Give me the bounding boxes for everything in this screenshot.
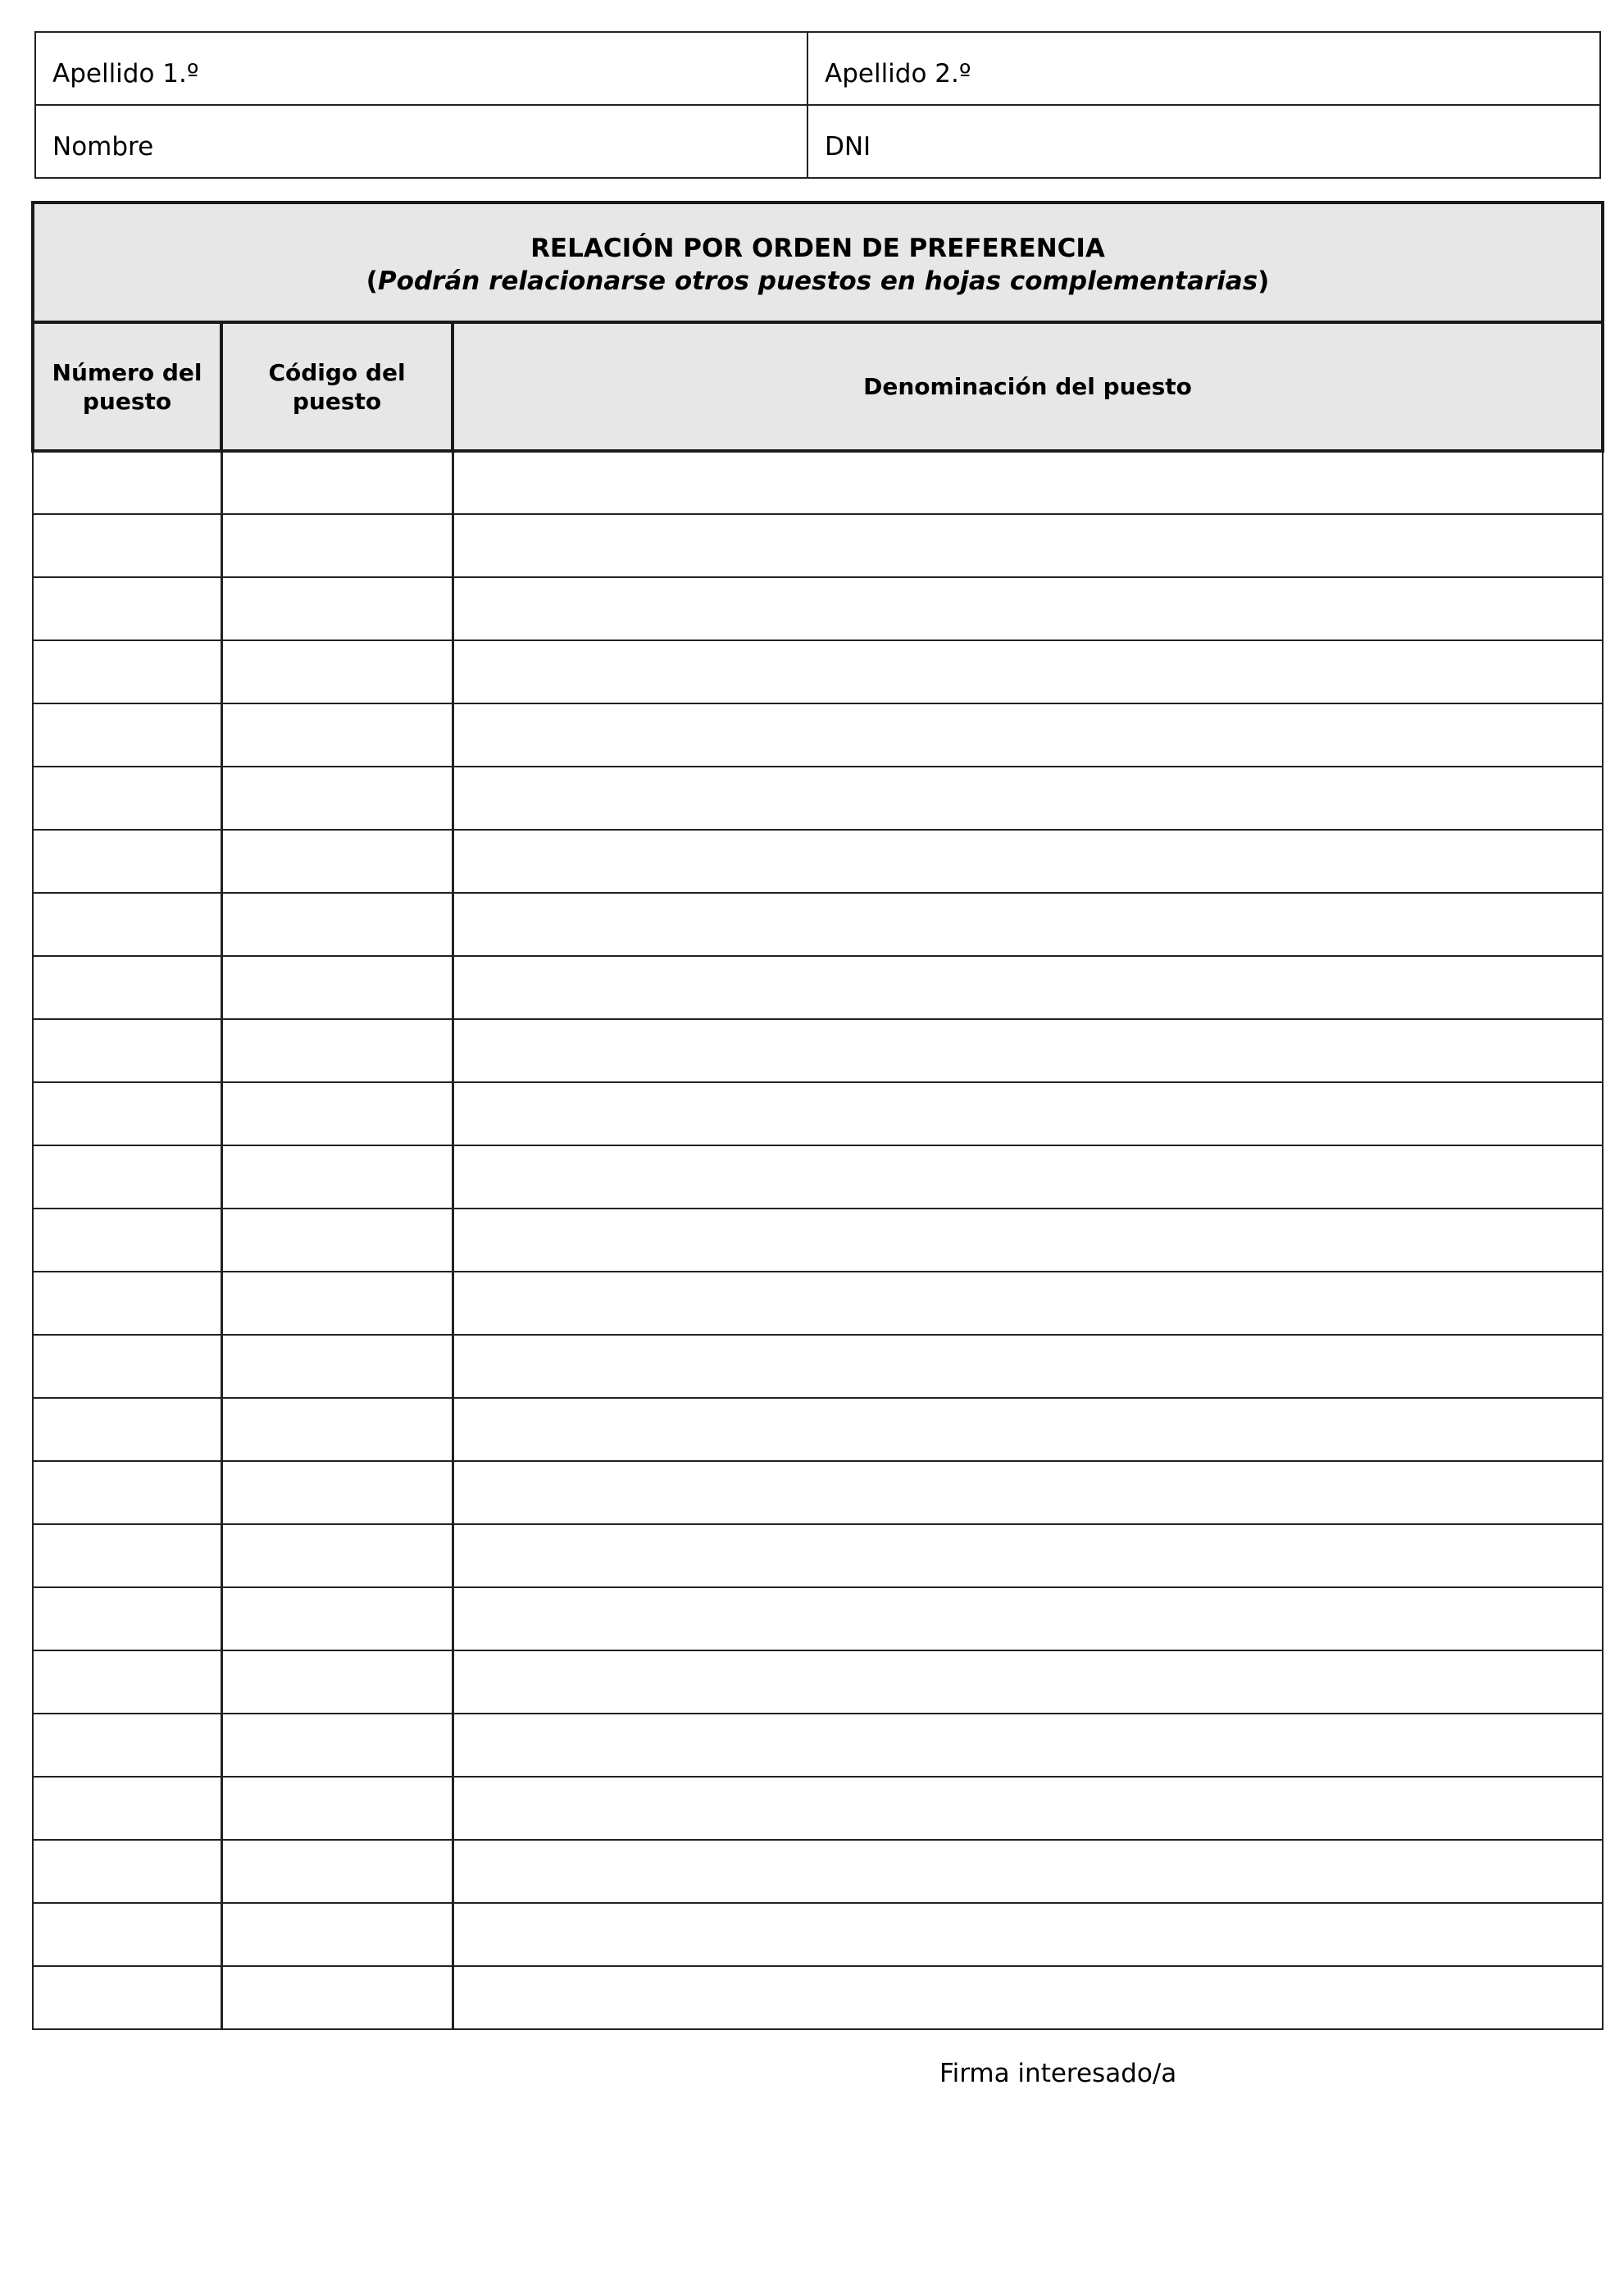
table-row (33, 640, 1603, 703)
position-number-cell[interactable] (33, 514, 221, 577)
personal-data-table (34, 31, 1601, 179)
position-code-cell[interactable] (221, 1335, 453, 1398)
position-number-cell[interactable] (33, 1524, 221, 1587)
position-number-cell[interactable] (33, 893, 221, 956)
table-row (33, 1398, 1603, 1461)
position-name-cell[interactable] (453, 1145, 1603, 1209)
position-name-cell[interactable] (453, 1650, 1603, 1714)
position-name-cell[interactable] (453, 1524, 1603, 1587)
position-number-cell[interactable] (33, 1650, 221, 1714)
position-name-cell[interactable] (453, 577, 1603, 640)
position-number-cell[interactable] (33, 1903, 221, 1966)
preference-rows (33, 451, 1603, 2029)
position-number-cell[interactable] (33, 703, 221, 767)
signature-label: Firma interesado/a (939, 2059, 1177, 2088)
table-row (33, 514, 1603, 577)
position-code-cell[interactable] (221, 1209, 453, 1272)
position-code-cell[interactable] (221, 1524, 453, 1587)
position-code-cell[interactable] (221, 1398, 453, 1461)
position-number-cell[interactable] (33, 1461, 221, 1524)
position-name-cell[interactable] (453, 1335, 1603, 1398)
position-code-cell[interactable] (221, 1966, 453, 2029)
surname1-label: Apellido 1.º (52, 58, 199, 89)
position-code-cell[interactable] (221, 767, 453, 830)
table-row (33, 830, 1603, 893)
id-field[interactable] (807, 105, 1600, 178)
position-name-cell[interactable] (453, 703, 1603, 767)
position-code-cell[interactable] (221, 514, 453, 577)
position-number-cell[interactable] (33, 830, 221, 893)
table-row (33, 1966, 1603, 2029)
table-row (33, 703, 1603, 767)
table-row (33, 1650, 1603, 1714)
position-code-cell[interactable] (221, 577, 453, 640)
position-code-cell[interactable] (221, 1019, 453, 1082)
name-field[interactable] (35, 105, 807, 178)
position-number-cell[interactable] (33, 1019, 221, 1082)
position-name-cell[interactable] (453, 830, 1603, 893)
id-label: DNI (825, 131, 871, 162)
position-number-cell[interactable] (33, 1082, 221, 1145)
table-row (33, 956, 1603, 1019)
position-code-cell[interactable] (221, 956, 453, 1019)
position-code-cell[interactable] (221, 1082, 453, 1145)
table-row (33, 1209, 1603, 1272)
position-code-cell[interactable] (221, 1714, 453, 1777)
position-name-cell[interactable] (453, 1398, 1603, 1461)
preference-table (31, 201, 1604, 2030)
position-number-cell[interactable] (33, 1966, 221, 2029)
position-number-cell[interactable] (33, 767, 221, 830)
position-number-cell[interactable] (33, 1714, 221, 1777)
position-number-cell[interactable] (33, 451, 221, 514)
position-code-cell[interactable] (221, 451, 453, 514)
position-code-cell[interactable] (221, 1145, 453, 1209)
position-name-cell[interactable] (453, 1461, 1603, 1524)
position-number-cell[interactable] (33, 1209, 221, 1272)
table-row (33, 1082, 1603, 1145)
name-label: Nombre (52, 131, 154, 162)
table-row (33, 1587, 1603, 1650)
position-number-cell[interactable] (33, 1840, 221, 1903)
position-code-cell[interactable] (221, 830, 453, 893)
position-name-cell[interactable] (453, 1272, 1603, 1335)
subtitle-close-paren: ) (1258, 266, 1270, 296)
position-name-cell[interactable] (453, 1777, 1603, 1840)
position-name-cell[interactable] (453, 514, 1603, 577)
table-row (33, 1903, 1603, 1966)
position-name-cell[interactable] (453, 1209, 1603, 1272)
preference-table-title: RELACIÓN POR ORDEN DE PREFERENCIA (530, 233, 1105, 263)
position-code-cell[interactable] (221, 893, 453, 956)
table-row (33, 1461, 1603, 1524)
position-code-cell[interactable] (221, 1587, 453, 1650)
position-code-cell[interactable] (221, 1903, 453, 1966)
table-row (33, 577, 1603, 640)
column-header-code: Código del puesto (221, 322, 453, 451)
position-number-cell[interactable] (33, 1272, 221, 1335)
position-code-cell[interactable] (221, 1840, 453, 1903)
position-number-cell[interactable] (33, 1398, 221, 1461)
preference-table-subtitle: Podrán relacionarse otros puestos en hojas complementarias (377, 266, 1258, 296)
table-row (33, 1019, 1603, 1082)
table-row (33, 1335, 1603, 1398)
position-number-cell[interactable] (33, 1777, 221, 1840)
table-row (33, 1777, 1603, 1840)
preference-table-subtitle-line (35, 265, 1600, 298)
table-row (33, 893, 1603, 956)
preference-table-title-cell (33, 203, 1603, 322)
position-code-cell[interactable] (221, 703, 453, 767)
surname1-field[interactable] (35, 32, 807, 105)
position-number-cell[interactable] (33, 1145, 221, 1209)
subtitle-open-paren: ( (366, 266, 378, 296)
position-name-cell[interactable] (453, 640, 1603, 703)
table-row (33, 1840, 1603, 1903)
position-code-cell[interactable] (221, 640, 453, 703)
position-name-cell[interactable] (453, 1840, 1603, 1903)
position-name-cell[interactable] (453, 893, 1603, 956)
column-header-name: Denominación del puesto (453, 322, 1603, 451)
position-code-cell[interactable] (221, 1272, 453, 1335)
position-number-cell[interactable] (33, 956, 221, 1019)
position-name-cell[interactable] (453, 1903, 1603, 1966)
surname2-label: Apellido 2.º (825, 58, 971, 89)
position-code-cell[interactable] (221, 1650, 453, 1714)
position-name-cell[interactable] (453, 1587, 1603, 1650)
position-name-cell[interactable] (453, 1082, 1603, 1145)
table-row (33, 767, 1603, 830)
position-name-cell[interactable] (453, 767, 1603, 830)
position-name-cell[interactable] (453, 1966, 1603, 2029)
table-row (33, 1145, 1603, 1209)
position-code-cell[interactable] (221, 1777, 453, 1840)
surname2-field[interactable] (807, 32, 1600, 105)
table-row (33, 1272, 1603, 1335)
position-name-cell[interactable] (453, 956, 1603, 1019)
table-row (33, 1524, 1603, 1587)
position-number-cell[interactable] (33, 577, 221, 640)
position-name-cell[interactable] (453, 1019, 1603, 1082)
table-row (33, 1714, 1603, 1777)
position-code-cell[interactable] (221, 1461, 453, 1524)
position-name-cell[interactable] (453, 451, 1603, 514)
column-header-number: Número del puesto (33, 322, 221, 451)
position-number-cell[interactable] (33, 640, 221, 703)
table-row (33, 451, 1603, 514)
position-name-cell[interactable] (453, 1714, 1603, 1777)
position-number-cell[interactable] (33, 1587, 221, 1650)
position-number-cell[interactable] (33, 1335, 221, 1398)
